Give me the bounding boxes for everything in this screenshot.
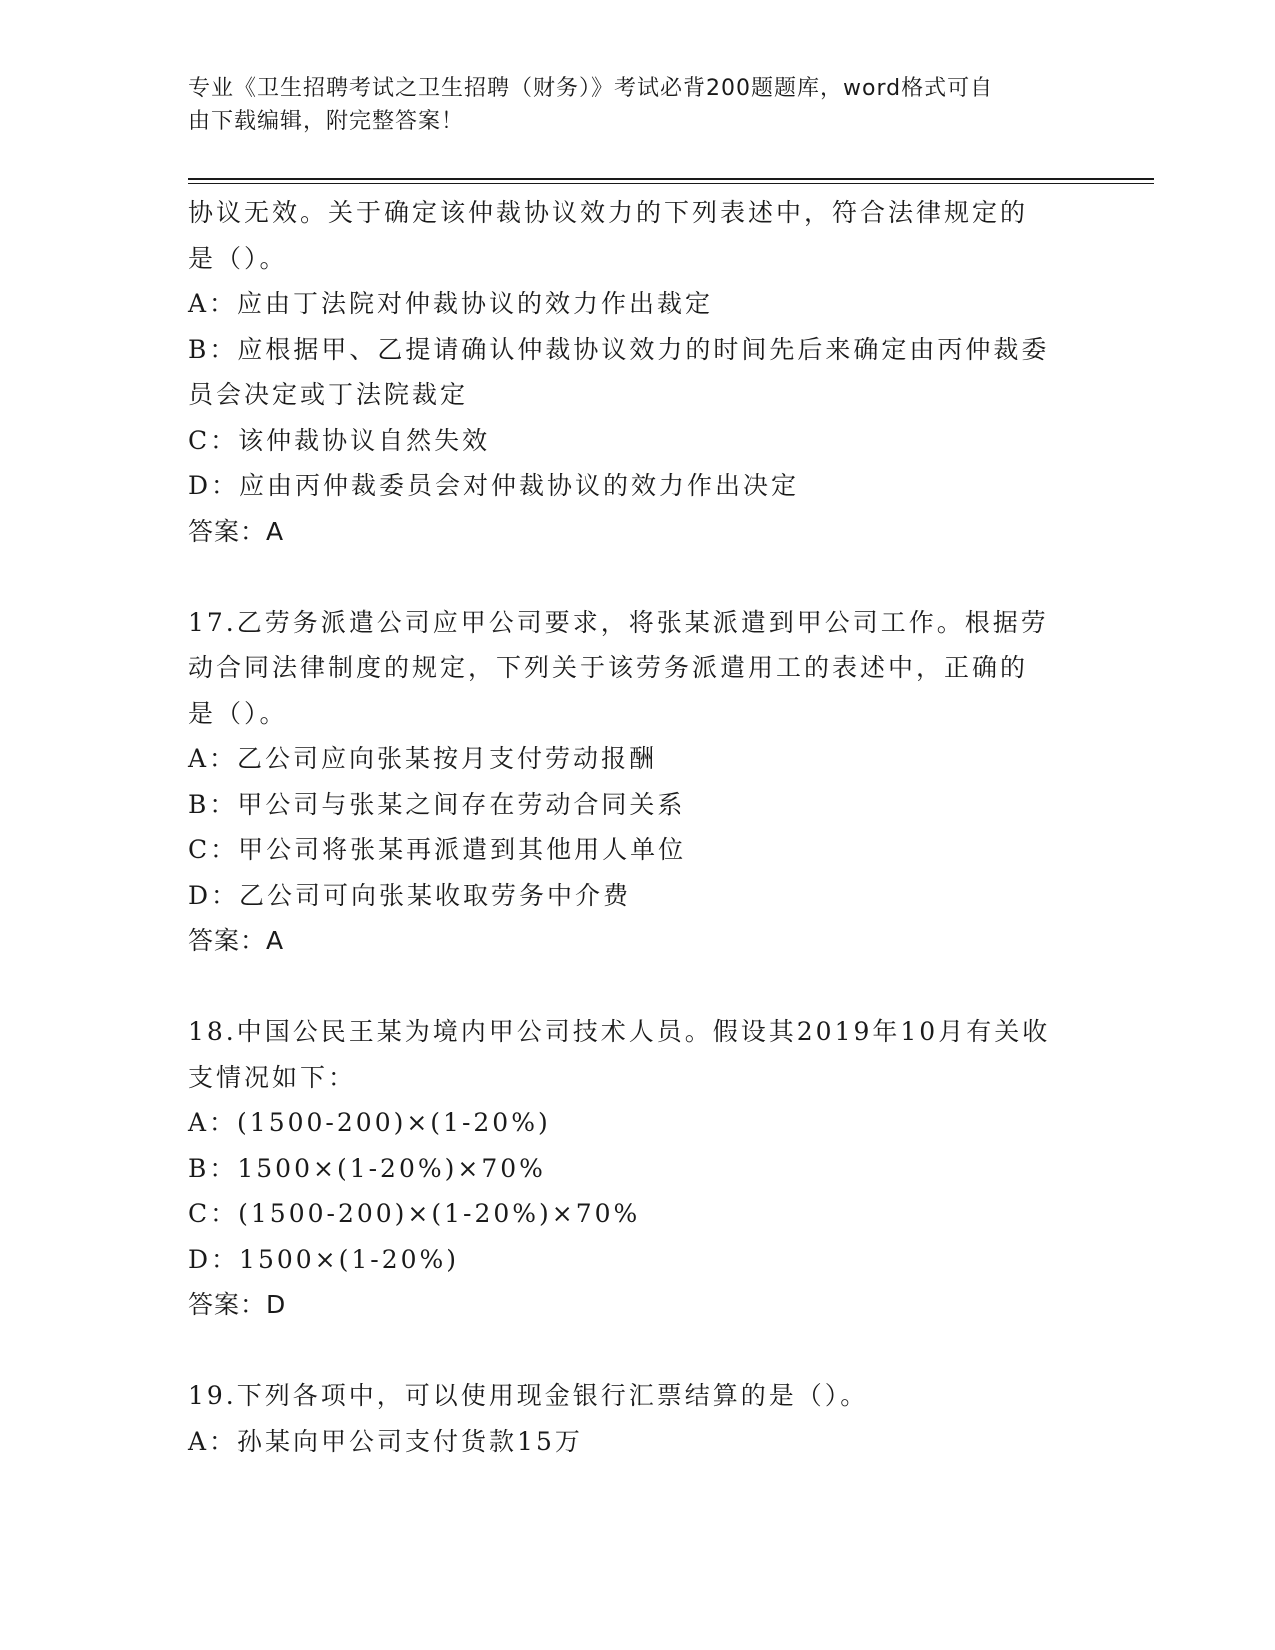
question-stem-line: 是（）。 (188, 243, 288, 273)
question-19 (188, 1373, 1088, 1464)
option-a: A：乙公司应向张某按月支付劳动报酬 (188, 744, 658, 773)
question-stem-line: 动合同法律制度的规定，下列关于该劳务派遣用工的表述中，正确的 (188, 653, 1029, 682)
option-a: A：应由丁法院对仲裁协议的效力作出裁定 (188, 289, 714, 318)
question-stem-line: 是（）。 (188, 698, 288, 728)
question-list (188, 190, 1088, 1464)
document-header (188, 72, 1068, 138)
answer-label: 答案：A (188, 926, 285, 955)
option-d: D：应由丙仲裁委员会对仲裁协议的效力作出决定 (188, 471, 800, 500)
header-rule-thick (188, 178, 1154, 180)
option-c: C：(1500-200)×(1-20%)×70% (188, 1199, 641, 1228)
answer-label: 答案：A (188, 516, 285, 546)
option-b: B：应根据甲、乙提请确认仲裁协议效力的时间先后来确定由丙仲裁委 (188, 334, 1050, 364)
option-c: C：甲公司将张某再派遣到其他用人单位 (188, 835, 687, 864)
question-stem-line: 19.下列各项中，可以使用现金银行汇票结算的是（）。 (188, 1381, 869, 1410)
option-d: D：1500×(1-20%) (188, 1244, 460, 1274)
option-a: A：(1500-200)×(1-20%) (188, 1108, 551, 1137)
header-line-2: 由下载编辑，附完整答案！ (188, 109, 465, 134)
question-18 (188, 1009, 1088, 1328)
answer-label: 答案：D (188, 1290, 287, 1319)
option-b: B：甲公司与张某之间存在劳动合同关系 (188, 789, 686, 819)
option-d: D：乙公司可向张某收取劳务中介费 (188, 880, 632, 910)
question-17 (188, 600, 1088, 964)
question-16 (188, 190, 1088, 554)
header-line-1: 专业《卫生招聘考试之卫生招聘（财务）》考试必背200题题库，word格式可自 (188, 76, 994, 101)
question-stem-line: 支情况如下： (188, 1062, 357, 1092)
question-stem-line: 17.乙劳务派遣公司应甲公司要求，将张某派遣到甲公司工作。根据劳 (188, 607, 1049, 637)
question-stem-line: 协议无效。关于确定该仲裁协议效力的下列表述中，符合法律规定的 (188, 198, 1029, 227)
option-b: B：1500×(1-20%)×70% (188, 1153, 546, 1183)
question-stem-line: 18.中国公民王某为境内甲公司技术人员。假设其2019年10月有关收 (188, 1017, 1051, 1046)
option-b-continued: 员会决定或丁法院裁定 (188, 380, 469, 409)
header-rule-thin (188, 183, 1154, 184)
option-c: C：该仲裁协议自然失效 (188, 425, 491, 455)
option-a: A：孙某向甲公司支付货款15万 (188, 1426, 583, 1456)
